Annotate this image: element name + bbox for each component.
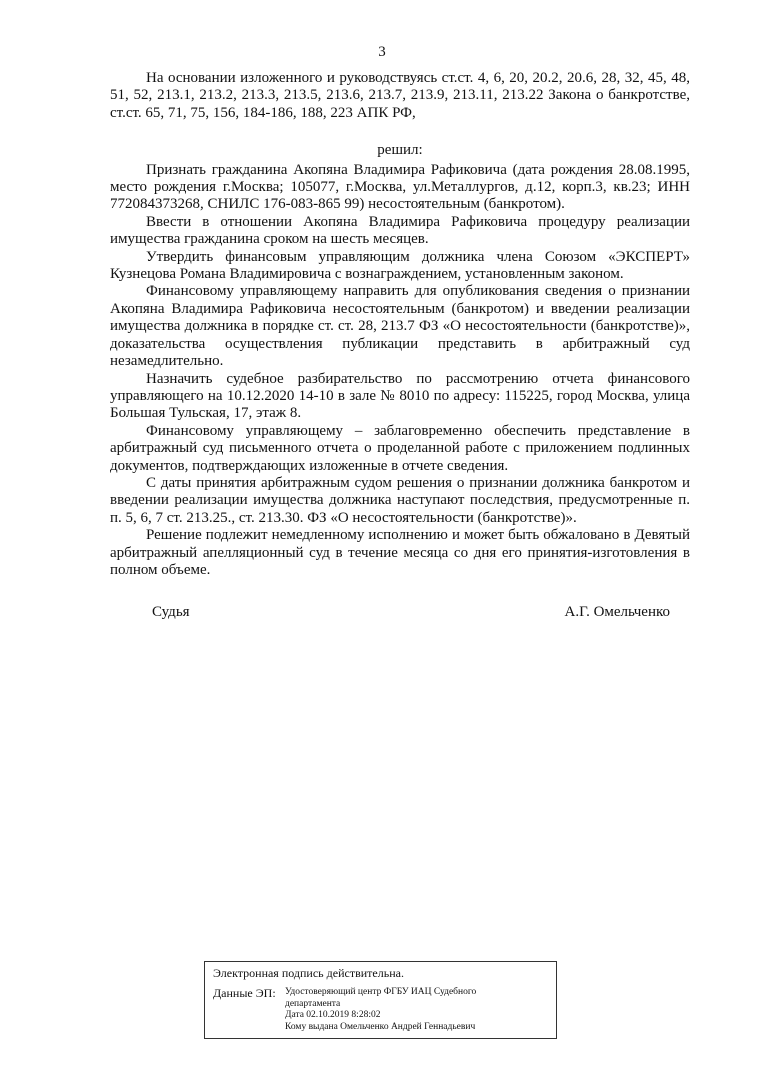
decision-heading: решил:: [377, 142, 423, 159]
financial-manager-paragraph: Утвердить финансовым управляющим должника члена Союзом «ЭКСПЕРТ» Кузнецова Романа Владимировича с вознаграждением, установленным законом.: [110, 248, 690, 283]
electronic-signature-box: [204, 961, 557, 1039]
esig-line: Кому выдана Омельченко Андрей Геннадьевич: [285, 1021, 476, 1032]
esig-lines: [285, 987, 476, 1033]
bankruptcy-declaration-paragraph: Признать гражданина Акопяна Владимира Рафиковича (дата рождения 28.08.1995, место рождения г.Москва; 105077, г.Москва, ул.Металлургов, д.12, корп.3, кв.23; ИНН 772084373268, СНИЛС 176-083-865 99) несостоятельным (банкротом).: [110, 161, 690, 213]
asset-realization-paragraph: Ввести в отношении Акопяна Владимира Рафиковича процедуру реализации имущества гражданина сроком на шесть месяцев.: [110, 213, 690, 248]
esig-line: Дата 02.10.2019 8:28:02: [285, 1010, 381, 1020]
report-paragraph: Финансовому управляющему – заблаговременно обеспечить представление в арбитражный суд письменного отчета о проделанной работе с приложением подлинных документов, подтверждающих изложенные в отчете сведения.: [110, 422, 690, 474]
signature-row: [110, 604, 690, 621]
appeal-paragraph: Решение подлежит немедленному исполнению и может быть обжаловано в Девятый арбитражный апелляционный суд в течение месяца со дня его принятия-изготовления в полном объеме.: [110, 527, 690, 578]
esig-line: Удостоверяющий центр ФГБУ ИАЦ Судебного: [285, 987, 477, 997]
esig-label: Данные ЭП:: [213, 986, 276, 1000]
judge-name: А.Г. Омельченко: [564, 604, 670, 620]
decision-body: [110, 70, 690, 579]
consequences-paragraph: С даты принятия арбитражным судом решения о признании должника банкротом и введении реализации имущества должника наступают последствия, предусмотренные п. п. 5, 6, 7 ст. 213.25., ст. 213.30. ФЗ «О несостоятельности (банкротстве)».: [110, 474, 690, 526]
legal-basis-paragraph: На основании изложенного и руководствуясь ст.ст. 4, 6, 20, 20.2, 20.6, 28, 32, 45, 48, 51, 52, 213.1, 213.2, 213.3, 213.5, 213.6, 213.7, 213.9, 213.11, 213.22 Закона о банкротстве, ст.ст. 65, 71, 75, 156, 184-186, 188, 223 АПК РФ,: [110, 70, 690, 121]
publication-paragraph: Финансовому управляющему направить для опубликования сведения о признании Акопяна Владимира Рафиковича несостоятельным (банкротом) и введении реализации имущества должника в порядке ст. ст. 28, 213.7 ФЗ «О несостоятельности (банкротстве)», доказательства осуществления публикации представить в арбитражный суд незамедлительно.: [110, 283, 690, 370]
hearing-paragraph: Назначить судебное разбирательство по рассмотрению отчета финансового управляющего на 10.12.2020 14-10 в зале № 8010 по адресу: 115225, город Москва, улица Большая Тульская, 17, этаж 8.: [110, 370, 690, 422]
esig-line: департамента: [285, 998, 341, 1009]
judge-label: Судья: [152, 604, 190, 620]
esig-data-row: [213, 987, 548, 1033]
esig-title: Электронная подпись действительна.: [213, 966, 404, 980]
page-number: 3: [378, 44, 386, 60]
